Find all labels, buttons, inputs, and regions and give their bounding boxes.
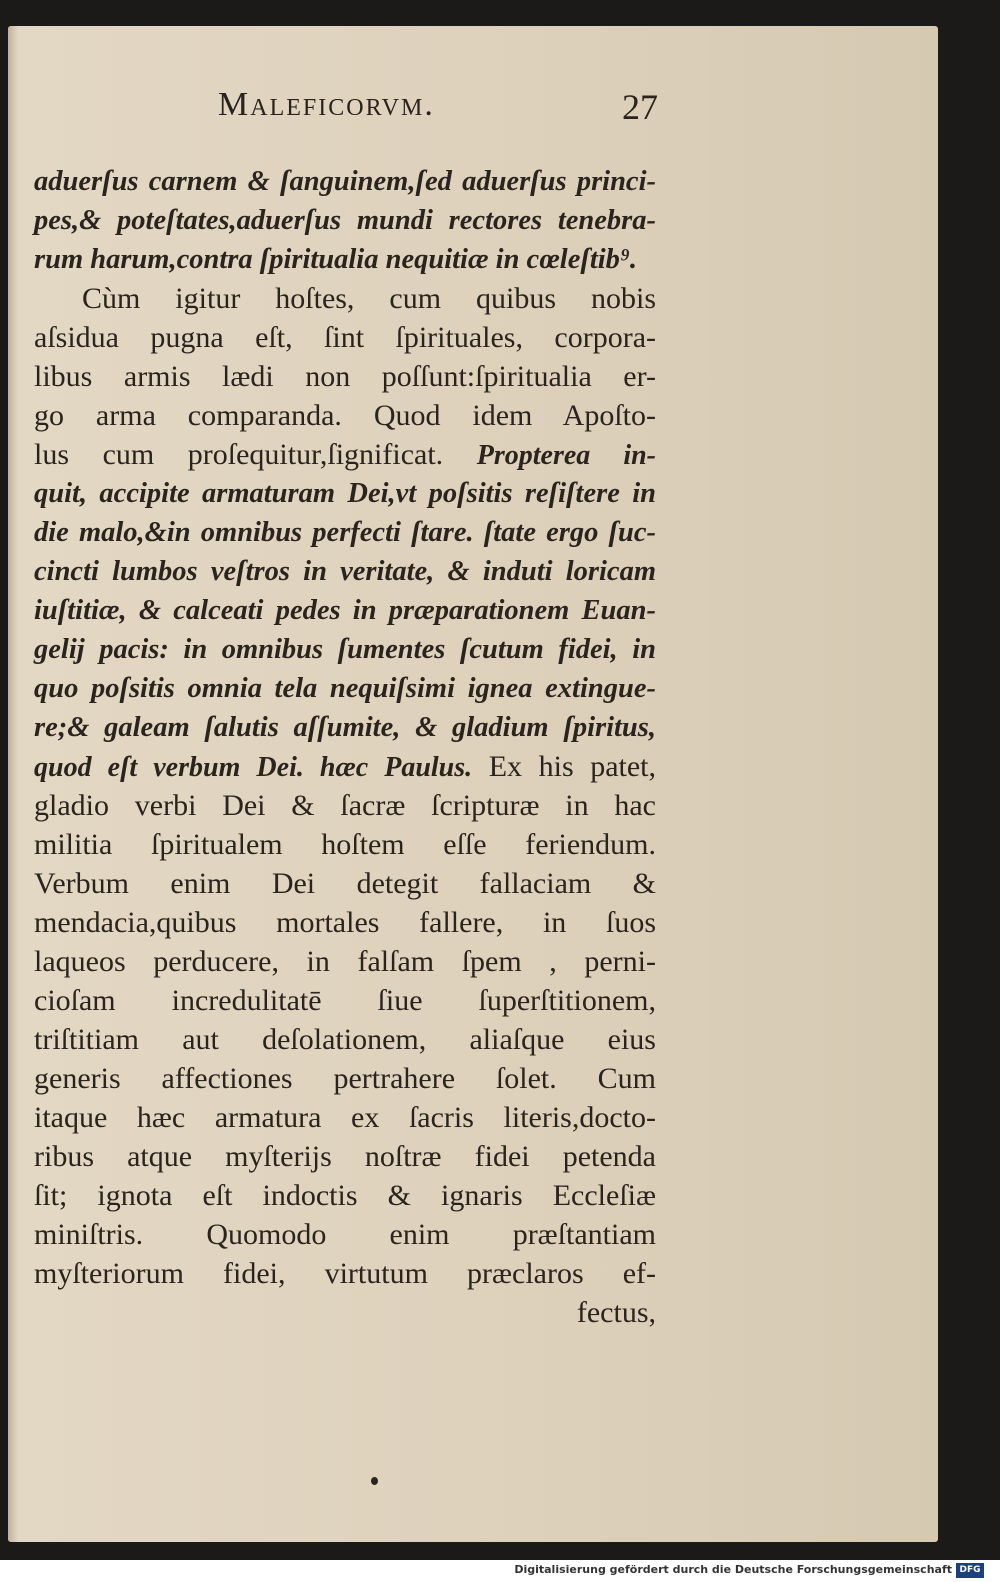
dfg-logo: DFG bbox=[956, 1563, 984, 1578]
text-line: quit, accipite armaturam Dei,vt poſsitis reſiſtere in bbox=[34, 478, 656, 509]
text-line: go arma comparanda. Quod idem Apoſto- bbox=[34, 399, 656, 432]
text-line: ribus atque myſterijs noſtræ fidei petenda bbox=[34, 1140, 656, 1173]
text-line: Verbum enim Dei detegit fallaciam & bbox=[34, 867, 656, 900]
page-dot-ornament bbox=[371, 1477, 378, 1485]
text-line: gladio verbi Dei & ſacræ ſcripturæ in hac bbox=[34, 789, 656, 822]
text-line-italic-part: quod eſt verbum Dei. hæc Paulus. bbox=[34, 752, 473, 783]
text-line: cioſam incredulitatē ſiue ſuperſtitionem, bbox=[34, 984, 656, 1017]
text-line: re;& galeam ſalutis aſſumite, & gladium ſpiritus, bbox=[34, 712, 656, 743]
text-line: laqueos perducere, in falſam ſpem , perni- bbox=[34, 945, 656, 978]
text-line: militia ſpiritualem hoſtem eſſe feriendum. bbox=[34, 828, 656, 861]
page-number: 27 bbox=[622, 87, 658, 127]
digitization-credit: Digitalisierung gefördert durch die Deutsche Forschungsgemeinschaft bbox=[514, 1563, 952, 1576]
text-line-mixed bbox=[34, 435, 656, 474]
text-line: libus armis lædi non poſſunt:ſpiritualia er- bbox=[34, 360, 656, 393]
text-line: quo poſsitis omnia tela nequiſsimi ignea extingue- bbox=[34, 673, 656, 704]
text-line-italic-part: Propterea in- bbox=[476, 440, 656, 471]
text-line: itaque hæc armatura ex ſacris literis,docto- bbox=[34, 1101, 656, 1134]
page-gutter-shadow bbox=[8, 26, 18, 1542]
running-head: Maleficorvm. bbox=[218, 86, 435, 123]
catchword: fectus, bbox=[576, 1296, 656, 1329]
text-line: rum harum,contra ſpiritualia nequitiæ in cœleſtib⁹. bbox=[34, 244, 637, 275]
text-line: ſit; ignota eſt indoctis & ignaris Eccleſiæ bbox=[34, 1179, 656, 1212]
text-line: Cùm igitur hoſtes, cum quibus nobis bbox=[82, 282, 656, 315]
page-header bbox=[218, 86, 658, 134]
text-line: aduerſus carnem & ſanguinem,ſed aduerſus princi- bbox=[34, 166, 656, 197]
text-line: generis affectiones pertrahere ſolet. Cum bbox=[34, 1062, 656, 1095]
text-line: mendacia,quibus mortales fallere, in ſuos bbox=[34, 906, 656, 939]
text-line: cincti lumbos veſtros in veritate, & induti loricam bbox=[34, 556, 656, 587]
text-line: triſtitiam aut deſolationem, aliaſque eius bbox=[34, 1023, 656, 1056]
text-line-mixed bbox=[34, 747, 656, 786]
text-line: myſteriorum fidei, virtutum præclaros ef- bbox=[34, 1257, 656, 1290]
text-line-roman-part: Ex his patet, bbox=[488, 750, 656, 783]
text-line: iuſtitiæ, & calceati pedes in præparationem Euan- bbox=[34, 595, 656, 626]
text-line: pes,& poteſtates,aduerſus mundi rectores tenebra- bbox=[34, 205, 656, 236]
text-line: die malo,&in omnibus perfecti ſtare. ſtate ergo ſuc- bbox=[34, 517, 656, 548]
text-line: miniſtris. Quomodo enim præſtantiam bbox=[34, 1218, 656, 1251]
text-line-roman-part: lus cum proſequitur,ſignificat. bbox=[34, 438, 444, 471]
text-line: aſsidua pugna eſt, ſint ſpirituales, corpora- bbox=[34, 321, 656, 354]
body-text bbox=[34, 162, 656, 1332]
text-line: gelij pacis: in omnibus ſumentes ſcutum fidei, in bbox=[34, 634, 656, 665]
